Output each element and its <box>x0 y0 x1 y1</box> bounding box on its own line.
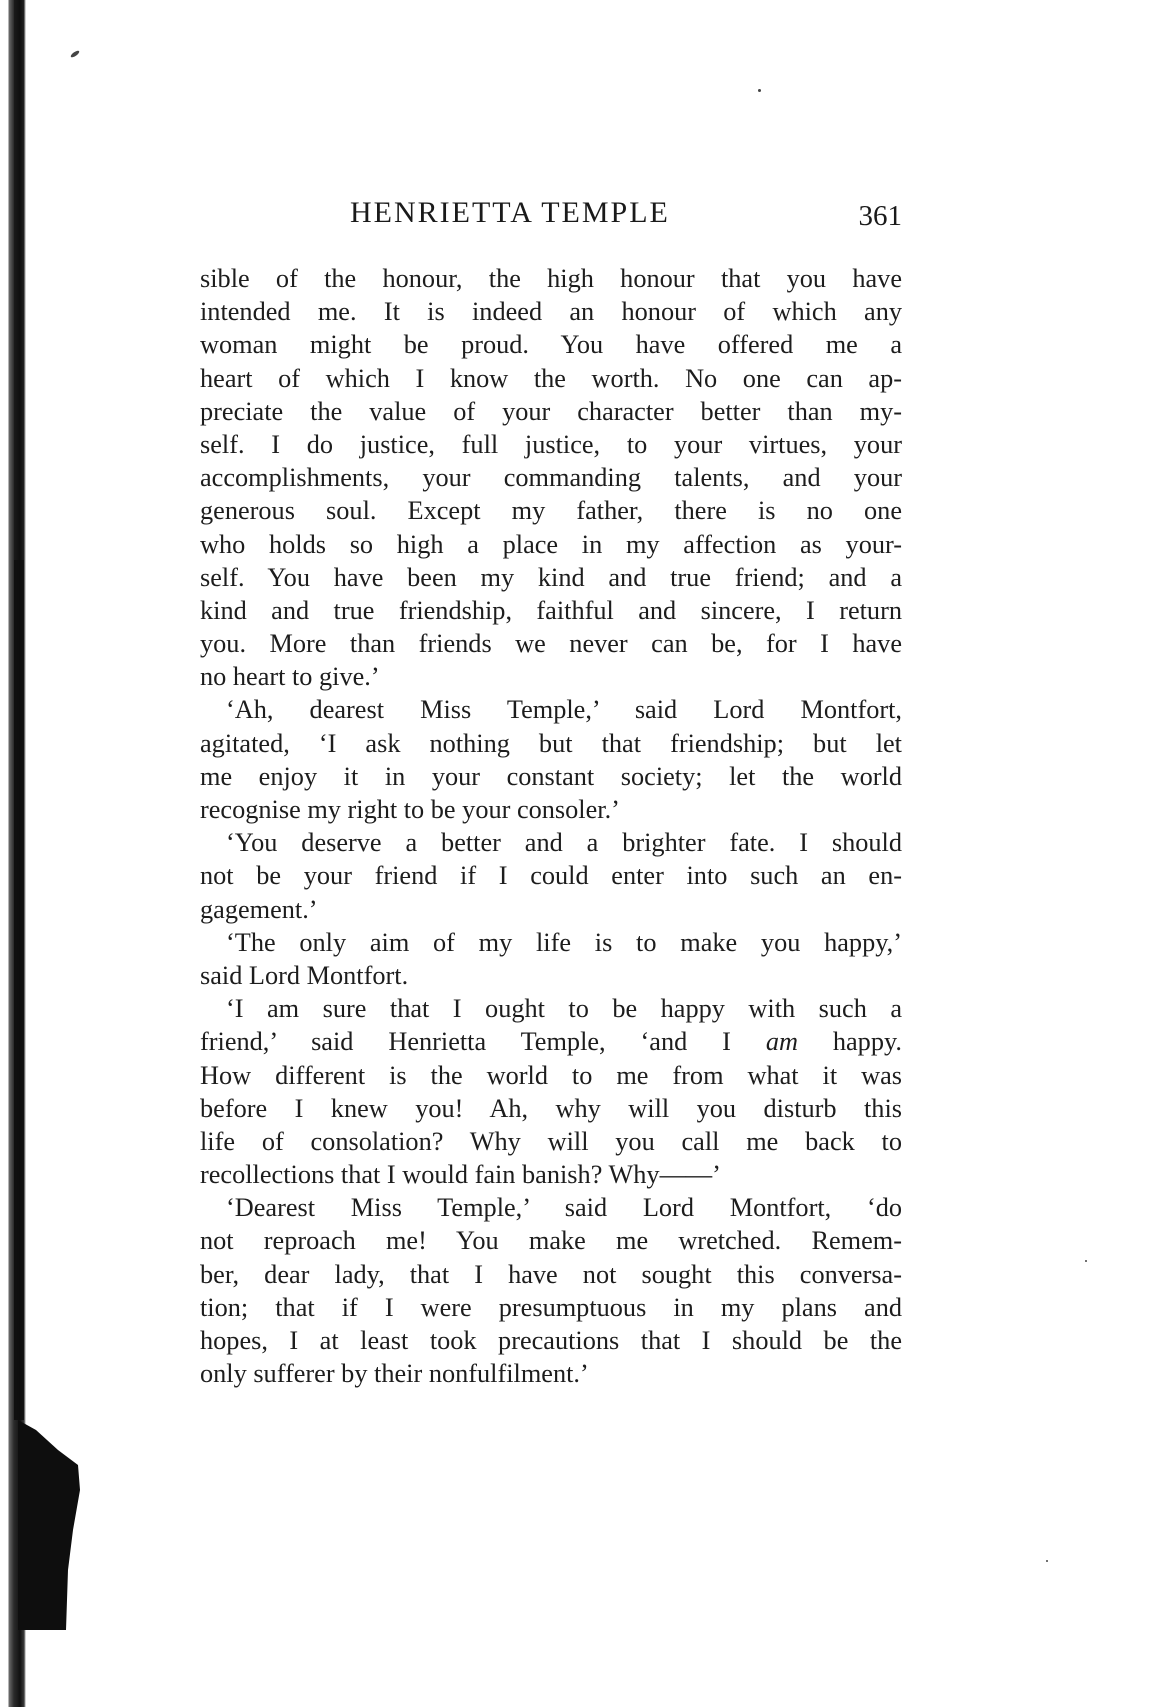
binding-shadow-upper <box>14 0 24 560</box>
text-line: accomplishments, your commanding talents, and your <box>200 463 902 493</box>
text-line: agitated, ‘I ask nothing but that friendship; but let <box>200 728 902 758</box>
text-line: recognise my right to be your consoler.’ <box>200 795 620 824</box>
text-line: who holds so high a place in my affection as your- <box>200 529 902 559</box>
running-head-title: HENRIETTA TEMPLE <box>350 196 670 229</box>
text-line: ‘I am sure that I ought to be happy with such a <box>226 994 902 1024</box>
text-line: kind and true friendship, faithful and sincere, I return <box>200 595 902 625</box>
scan-speck <box>70 49 80 58</box>
binding-shadow-tail <box>18 1420 88 1630</box>
binding-shadow-lower <box>14 560 24 1420</box>
text-line: ‘Ah, dearest Miss Temple,’ said Lord Montfort, <box>226 695 902 725</box>
text-line: only sufferer by their nonfulfilment.’ <box>200 1359 589 1389</box>
body-text <box>200 262 902 1390</box>
text-line: sible of the honour, the high honour that you have <box>200 264 902 293</box>
text-line: no heart to give.’ <box>200 662 380 692</box>
text-line: ‘Dearest Miss Temple,’ said Lord Montfort, ‘do <box>226 1193 902 1223</box>
text-line: life of consolation? Why will you call me back to <box>200 1126 902 1156</box>
text-line: ‘The only aim of my life is to make you happy,’ <box>226 927 902 957</box>
scan-speck <box>1085 1260 1087 1262</box>
running-head <box>200 196 902 236</box>
text-line: not be your friend if I could enter into such an en- <box>200 861 902 891</box>
text-line: heart of which I know the worth. No one can ap- <box>200 363 902 393</box>
text-line: woman might be proud. You have offered me a <box>200 330 902 360</box>
text-line: hopes, I at least took precautions that I should be the <box>200 1326 902 1355</box>
text-line: gagement.’ <box>200 894 318 924</box>
text-line: self. I do justice, full justice, to your virtues, your <box>200 429 902 459</box>
text-line: before I knew you! Ah, why will you disturb this <box>200 1093 902 1123</box>
text-line: intended me. It is indeed an honour of which any <box>200 297 902 327</box>
text-line: generous soul. Except my father, there is no one <box>200 496 902 526</box>
page-number: 361 <box>858 200 902 232</box>
text-line: friend,’ said Henrietta Temple, ‘and I am happy. <box>200 1027 902 1057</box>
text-line: self. You have been my kind and true friend; and a <box>200 562 902 592</box>
text-line: said Lord Montfort. <box>200 960 409 990</box>
text-line: preciate the value of your character better than my- <box>200 396 902 426</box>
text-line: How different is the world to me from what it was <box>200 1060 902 1090</box>
text-line: recollections that I would fain banish? Why——’ <box>200 1160 721 1190</box>
text-line: tion; that if I were presumptuous in my plans and <box>200 1292 902 1322</box>
scan-speck <box>1046 1560 1048 1562</box>
text-line: not reproach me! You make me wretched. Remem- <box>200 1226 902 1256</box>
text-line: ‘You deserve a better and a brighter fate. I should <box>226 828 902 858</box>
scan-speck <box>758 89 761 92</box>
text-line: you. More than friends we never can be, for I have <box>200 629 902 659</box>
text-line: ber, dear lady, that I have not sought this conversa- <box>200 1259 902 1289</box>
text-line: me enjoy it in your constant society; let the world <box>200 761 902 791</box>
